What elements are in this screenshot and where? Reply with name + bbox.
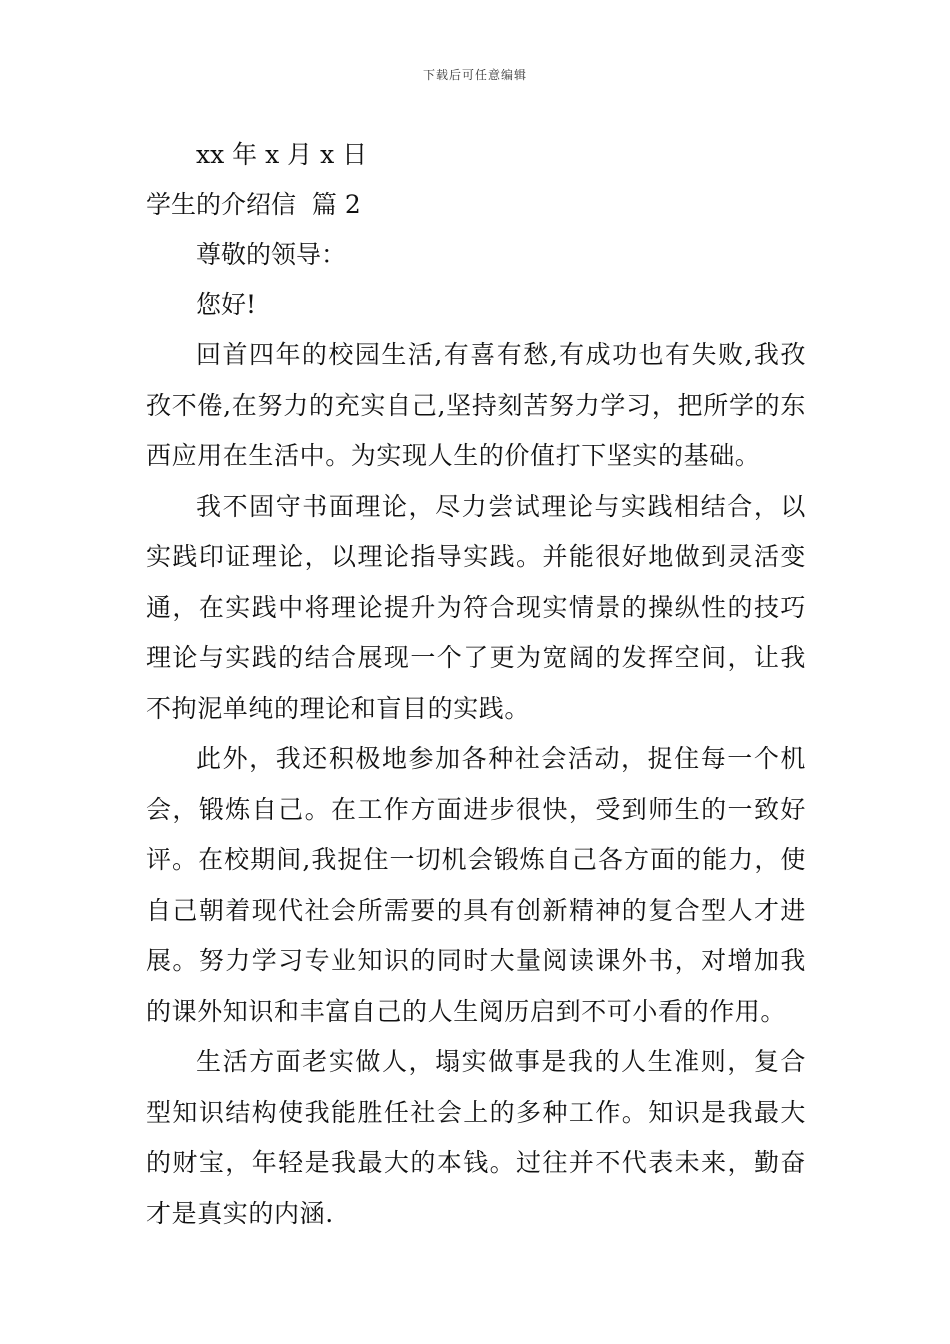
- paragraph-2: 我不固守书面理论，尽力尝试理论与实践相结合，以实践印证理论，以理论指导实践。并能很好地做到灵活变通，在实践中将理论提升为符合现实情景的操纵性的技巧理论与实践的结合展现一个了更为宽阔的发挥空间，让我不拘泥单纯的理论和盲目的实践。: [146, 491, 806, 723]
- paragraph-3: 此外，我还积极地参加各种社会活动，捉住每一个机会，锻炼自己。在工作方面进步很快，受到师生的一致好评。在校期间,我捉住一切机会锻炼自己各方面的能力，使自己朝着现代社会所需要的具有创新精神的复合型人才进展。努力学习专业知识的同时大量阅读课外书，对增加我的课外知识和丰富自己的人生阅历启到不可小看的作用。: [146, 744, 806, 1026]
- header-note: 下载后可任意编辑: [422, 68, 527, 82]
- letter-body: [146, 130, 806, 1239]
- letter-salutation: 尊敬的领导：: [196, 240, 347, 269]
- letter-title: 学生的介绍信 篇 2: [146, 190, 361, 219]
- letter-date: xx 年 x 月 x 日: [196, 140, 368, 169]
- letter-greeting: 您好!: [196, 290, 257, 319]
- paragraph-1: 回首四年的校园生活,有喜有愁,有成功也有失败,我孜孜不倦,在努力的充实自己,坚持刻苦努力学习，把所学的东西应用在生活中。为实现人生的价值打下坚实的基础。: [146, 340, 806, 470]
- paragraph-4: 生活方面老实做人，塌实做事是我的人生准则，复合型知识结构使我能胜任社会上的多种工作。知识是我最大的财宝，年轻是我最大的本钱。过往并不代表未来，勤奋才是真实的内涵.: [146, 1047, 806, 1228]
